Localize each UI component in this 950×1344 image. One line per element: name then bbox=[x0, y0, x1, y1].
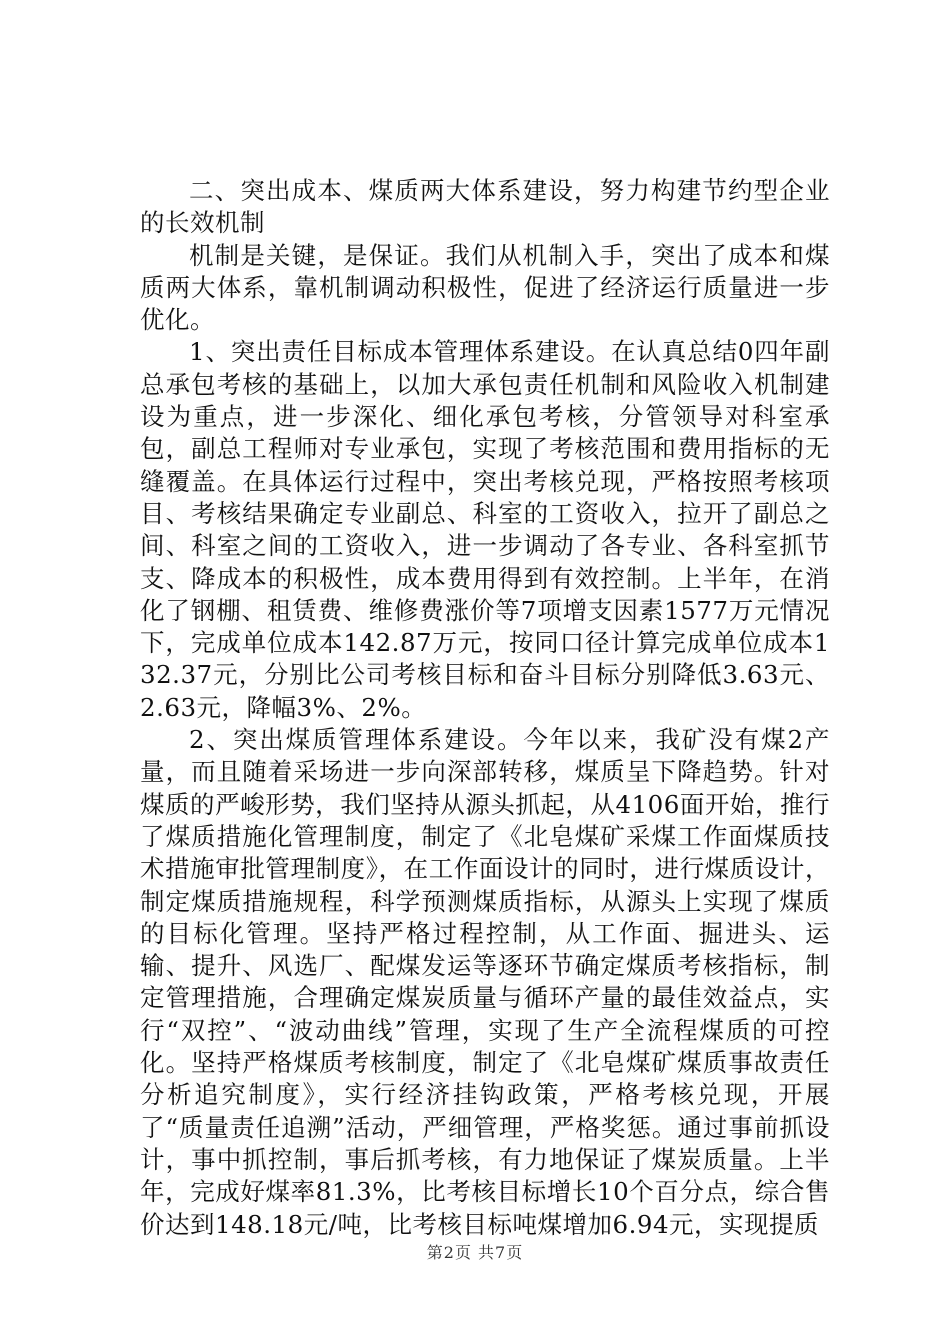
document-body bbox=[140, 175, 830, 1241]
paragraph-cost-system: 1、突出责任目标成本管理体系建设。在认真总结0四年副总承包考核的基础上，以加大承包责任机制和风险收入机制建设为重点，进一步深化、细化承包考核，分管领导对科室承包，副总工程师对专业承包，实现了考核范围和费用指标的无缝覆盖。在具体运行过程中，突出考核兑现，严格按照考核项目、考核结果确定专业副总、科室的工资收入，拉开了副总之间、科室之间的工资收入，进一步调动了各专业、各科室抓节支、降成本的积极性，成本费用得到有效控制。上半年，在消化了钢棚、租赁费、维修费涨价等7项增支因素1577万元情况下，完成单位成本142.87万元，按同口径计算完成单位成本132.37元，分别比公司考核目标和奋斗目标分别降低3.63元、2.63元，降幅3%、2%。 bbox=[140, 337, 830, 722]
paragraph-intro: 机制是关键，是保证。我们从机制入手，突出了成本和煤质两大体系，靠机制调动积极性，促进了经济运行质量进一步优化。 bbox=[140, 240, 830, 335]
paragraph-coal-quality: 2、突出煤质管理体系建设。今年以来，我矿没有煤2产量，而且随着采场进一步向深部转移，煤质呈下降趋势。针对煤质的严峻形势，我们坚持从源头抓起，从4106面开始，推行了煤质措施化管理制度，制定了《北皂煤矿采煤工作面煤质技术措施审批管理制度》，在工作面设计的同时，进行煤质设计，制定煤质措施规程，科学预测煤质指标，从源头上实现了煤质的目标化管理。坚持严格过程控制，从工作面、掘进头、运输、提升、风选厂、配煤发运等逐环节确定煤质考核指标，制定管理措施，合理确定煤炭质量与循环产量的最佳效益点，实行“双控”、“波动曲线”管理，实现了生产全流程煤质的可控化。坚持严格煤质考核制度，制定了《北皂煤矿煤质事故责任分析追究制度》，实行经济挂钩政策，严格考核兑现，开展了“质量责任追溯”活动，严细管理，严格奖惩。通过事前抓设计，事中抓控制，事后抓考核，有力地保证了煤炭质量。上半年，完成好煤率81.3%，比考核目标增长10个百分点，综合售价达到148.18元/吨，比考核目标吨煤增加6.94元，实现提质 bbox=[140, 725, 830, 1239]
section-heading: 二、突出成本、煤质两大体系建设，努力构建节约型企业的长效机制 bbox=[140, 176, 830, 238]
page-footer: 第2页 共7页 bbox=[426, 1243, 524, 1262]
